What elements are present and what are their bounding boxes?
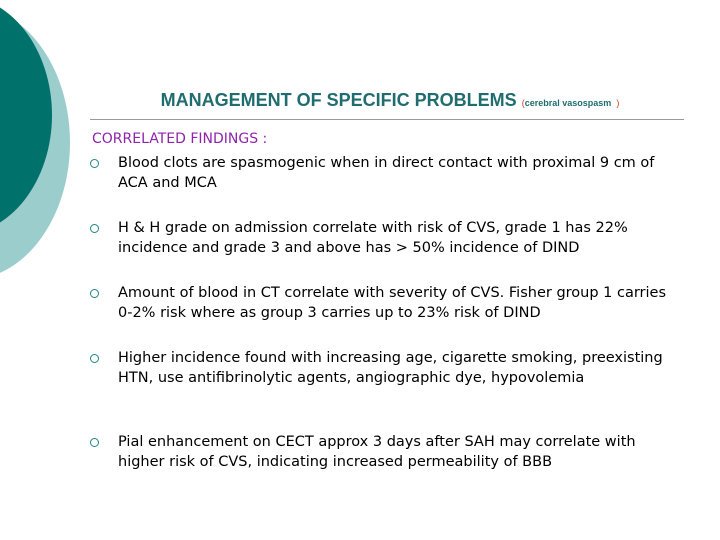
bullet-item <box>90 433 680 472</box>
bullet-text: Amount of blood in CT correlate with severity of CVS. Fisher group 1 carries 0-2% risk where as group 3 carries up to 23% risk of DIND <box>118 285 667 321</box>
title-subtitle: cerebral vasospasm <box>524 98 612 108</box>
title-divider <box>90 119 684 120</box>
bullet-text: Blood clots are spasmogenic when in direct contact with proximal 9 cm of ACA and MCA <box>118 155 655 191</box>
bullet-circle-icon <box>90 438 99 447</box>
bullet-circle-icon <box>90 354 99 363</box>
title-paren-open: ( <box>521 98 525 108</box>
section-heading: CORRELATED FINDINGS : <box>92 131 268 147</box>
slide-title <box>0 90 720 111</box>
bullet-text: H & H grade on admission correlate with risk of CVS, grade 1 has 22% incidence and grade 3 and above has > 50% incidence of DIND <box>118 220 628 256</box>
bullet-circle-icon <box>90 289 99 298</box>
bullet-item <box>90 219 680 258</box>
bullet-text: Pial enhancement on CECT approx 3 days after SAH may correlate with higher risk of CVS, indicating increased permeability of BBB <box>118 434 636 470</box>
bullet-item <box>90 349 680 388</box>
bullet-text: Higher incidence found with increasing age, cigarette smoking, preexisting HTN, use antifibrinolytic agents, angiographic dye, hypovolemia <box>118 350 663 386</box>
bullet-circle-icon <box>90 224 99 233</box>
bullet-item <box>90 284 680 323</box>
bullet-item <box>90 154 680 193</box>
title-main: MANAGEMENT OF SPECIFIC PROBLEMS <box>160 90 517 110</box>
bullet-circle-icon <box>90 159 99 168</box>
title-paren-close: ) <box>616 98 620 108</box>
